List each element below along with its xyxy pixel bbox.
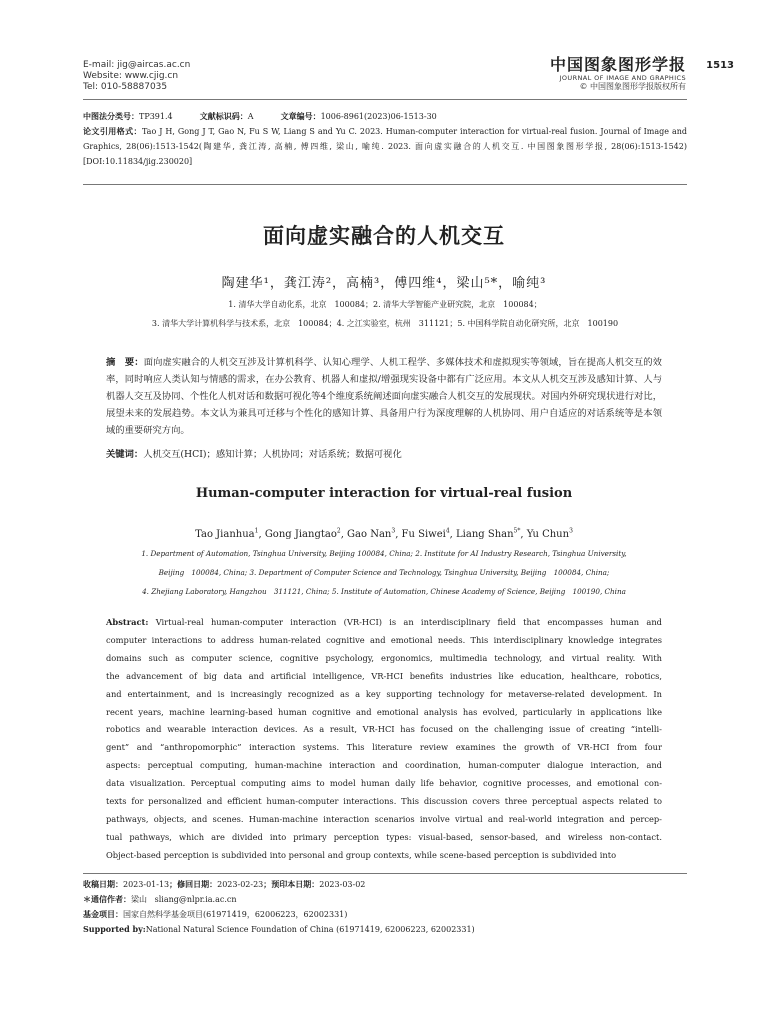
supported-text: National Natural Science Foundation of China (61971419, 62006223, 62002331) [145,925,475,934]
footnote-divider [83,873,687,874]
abstract-en-line: robotics and wearable interaction devices. As a result, VR-HCI has focused on the challenging issue of creating “intelli- [106,724,662,735]
corresponding-row: ＊通信作者：梁山 sliang@nlpr.ia.ac.cn [83,894,237,904]
journal-tel: Tel: 010-58887035 [83,82,168,92]
paper-title-en: Human-computer interaction for virtual-real fusion [195,486,573,501]
clc-label: 中图法分类号： [83,111,139,121]
citation-label: 论文引用格式： [83,126,142,136]
affiliation-en-line: 4. Zhejiang Laboratory, Hangzhou 311121, China; 5. Institute of Automation, Chinese Academy of Science, Beijing 100190, China [142,587,626,596]
abstract-en-line: texts for personalized and efficient human-computer interactions. This discussion covers three perceptual aspects related to [106,796,662,807]
article-no-value: 1006-8961(2023)06-1513-30 [320,112,437,121]
article-no-label: 文章编号： [280,111,321,121]
meta-divider [83,184,687,185]
received-date: 2023-01-13 [123,880,170,889]
doc-code-label: 文献标识码： [199,111,248,121]
clc-value: TP391.4 [139,112,173,121]
abstract-en-line: domains such as computer science, cognitive psychology, ergonomics, multimedia technology, and virtual reality. With [106,652,662,663]
journal-name-en: JOURNAL OF IMAGE AND GRAPHICS [559,74,686,82]
author-en: Fu Siwei$^4$ [401,527,450,540]
abstract-en-line: recent years, machine learning-based human cognitive and emotional analysis has evolved, particularly in applications like [106,706,662,717]
paper-title-cn: 面向虚实融合的人机交互 [263,223,505,248]
authors-cn: 陶建华¹，龚江涛²，高楠³，傅四维⁴，梁山⁵*，喻纯³ [221,276,547,291]
abstract-en-line: data visualization. Perceptual computing aims to model human daily life behavior, cognitive processes, and emotional con- [106,778,662,789]
preprint-date: 2023-03-02 [319,880,366,889]
affiliation-cn-line: 1. 清华大学自动化系，北京 100084；2. 清华大学智能产业研究院，北京 100084； [228,300,542,309]
abstract-en-line: gent” and “anthropomorphic” interaction systems. This literature review examines the growth of VR-HCI from four [106,742,662,753]
journal-contact [83,60,190,93]
keywords-cn-label: 关键词： [106,449,144,460]
affiliation-cn-line: 3. 清华大学计算机科学与技术系，北京 100084；4. 之江实验室，杭州 311121；5. 中国科学院自动化研究所，北京 100190 [151,319,619,328]
author-en: Gao Nan$^3$ [347,527,396,540]
abstract-cn [106,354,662,439]
corresponding-author: 梁山 [131,895,147,904]
journal-website: Website: www.cjig.cn [83,71,179,81]
affiliation-en-line: Beijing 100084, China; 3. Department of Computer Science and Technology, Tsinghua University, Beijing 100084, China; [158,568,610,577]
supported-row: Supported by:National Natural Science Foundation of China (61971419, 62006223, 62002331) [83,924,475,934]
journal-email: E-mail: jig@aircas.ac.cn [83,60,191,70]
corresponding-email[interactable]: sliang@nlpr.ia.ac.cn [154,895,237,904]
abstract-en-label: Abstract: [106,617,149,627]
abstract-en-line: pathways, objects, and scenes. Human-machine interaction scenarios involve virtual and real-world integration and percep- [106,813,662,824]
abstract-en [106,614,662,865]
page-number: 1513 [706,60,734,71]
revised-date: 2023-02-23 [217,880,264,889]
citation-text: Tao J H, Gong J T, Gao N, Fu S W, Liang S and Yu C. 2023. Human-computer interaction for virtual-real fusion. Journal of Image and Graphics, 28(06):1513-1542(陶建华, 龚江涛, 高楠, 傅四维, 梁山, 喻纯. 2023. 面向虚实融合的人机交互. 中国图象图形学报, 28(06):1513-1542)[DOI:10.11834/jig.230020] [83,127,687,166]
authors-en: Tao Jianhua$^1$, Gong Jiangtao$^2$, Gao Nan$^3$, Fu Siwei$^4$, Liang Shan$^{5*}$, Yu Chun$^3$ [195,527,573,540]
header-divider [83,99,687,100]
abstract-cn-label: 摘 要： [106,357,144,368]
keywords-cn-text: 人机交互(HCI)；感知计算；人机协同；对话系统；数据可视化 [143,449,402,460]
abstract-cn-text: 面向虚实融合的人机交互涉及计算机科学、认知心理学、人机工程学、多媒体技术和虚拟现实等领域，旨在提高人机交互的效率，同时响应人类认知与情感的需求，在办公教育、机器人和虚拟/增强现实设备中都有广泛应用。本文从人机交互涉及感知计算、人与机器人交互及协同、个性化人机对话和数据可视化等4个维度系统阐述面向虚实融合人机交互的发展现状。对国内外研究现状进行对比，展望未来的发展趋势。本文认为兼具可迁移与个性化的感知计算、具备用户行为深度理解的人机协同、用户自适应的对话系统等是本领域的重要研究方向。 [106,357,662,436]
abstract-en-line: and entertainment, and is increasingly recognized as a key supporting technology for metaverse-related development. In [106,688,662,699]
fund-row: 基金项目：国家自然科学基金项目(61971419，62006223，62002331) [83,909,348,919]
author-en: Tao Jianhua$^1$ [195,527,259,540]
fund-text: 国家自然科学基金项目(61971419，62006223，62002331) [123,910,348,919]
affiliation-en-line: 1. Department of Automation, Tsinghua University, Beijing 100084, China; 2. Institute for AI Industry Research, Tsinghua University, [141,549,627,558]
abstract-en-line: computer interactions to address human-related cognitive and emotional needs. This interdisciplinary knowledge integrates [106,634,662,645]
footnotes [83,877,687,937]
abstract-en-line: Abstract: Virtual-real human-computer interaction (VR-HCI) is an interdisciplinary field that encompasses human and [106,617,662,627]
keywords-cn [106,447,662,462]
journal-copyright: © 中国图象图形学报版权所有 [579,82,686,91]
abstract-en-line: the advancement of big data and artificial intelligence, VR-HCI benefits industries like education, healthcare, robotics, [106,670,662,681]
journal-brand [550,56,686,92]
author-en: Yu Chun$^3$ [526,527,573,540]
abstract-en-line: tual pathways, which are divided into primary perception types: visual-based, sensor-based, and wireless non-contact. [106,831,662,842]
abstract-en-line: Object-based perception is subdivided into personal and group contexts, while scene-based perception is subdivided into [106,849,617,860]
citation-block [83,124,687,169]
doc-code-value: A [247,112,254,121]
classification-row [83,109,687,124]
author-en: Gong Jiangtao$^2$ [264,527,341,540]
dates-row: 收稿日期：2023-01-13；修回日期：2023-02-23；预印本日期：2023-03-02 [83,879,366,889]
journal-name-cn: 中国图象图形学报 [549,55,686,74]
author-en: Liang Shan$^{5*}$ [456,527,521,540]
abstract-en-line: aspects: perceptual computing, human-machine interaction and coordination, human-computer dialogue interaction, and [106,760,662,771]
